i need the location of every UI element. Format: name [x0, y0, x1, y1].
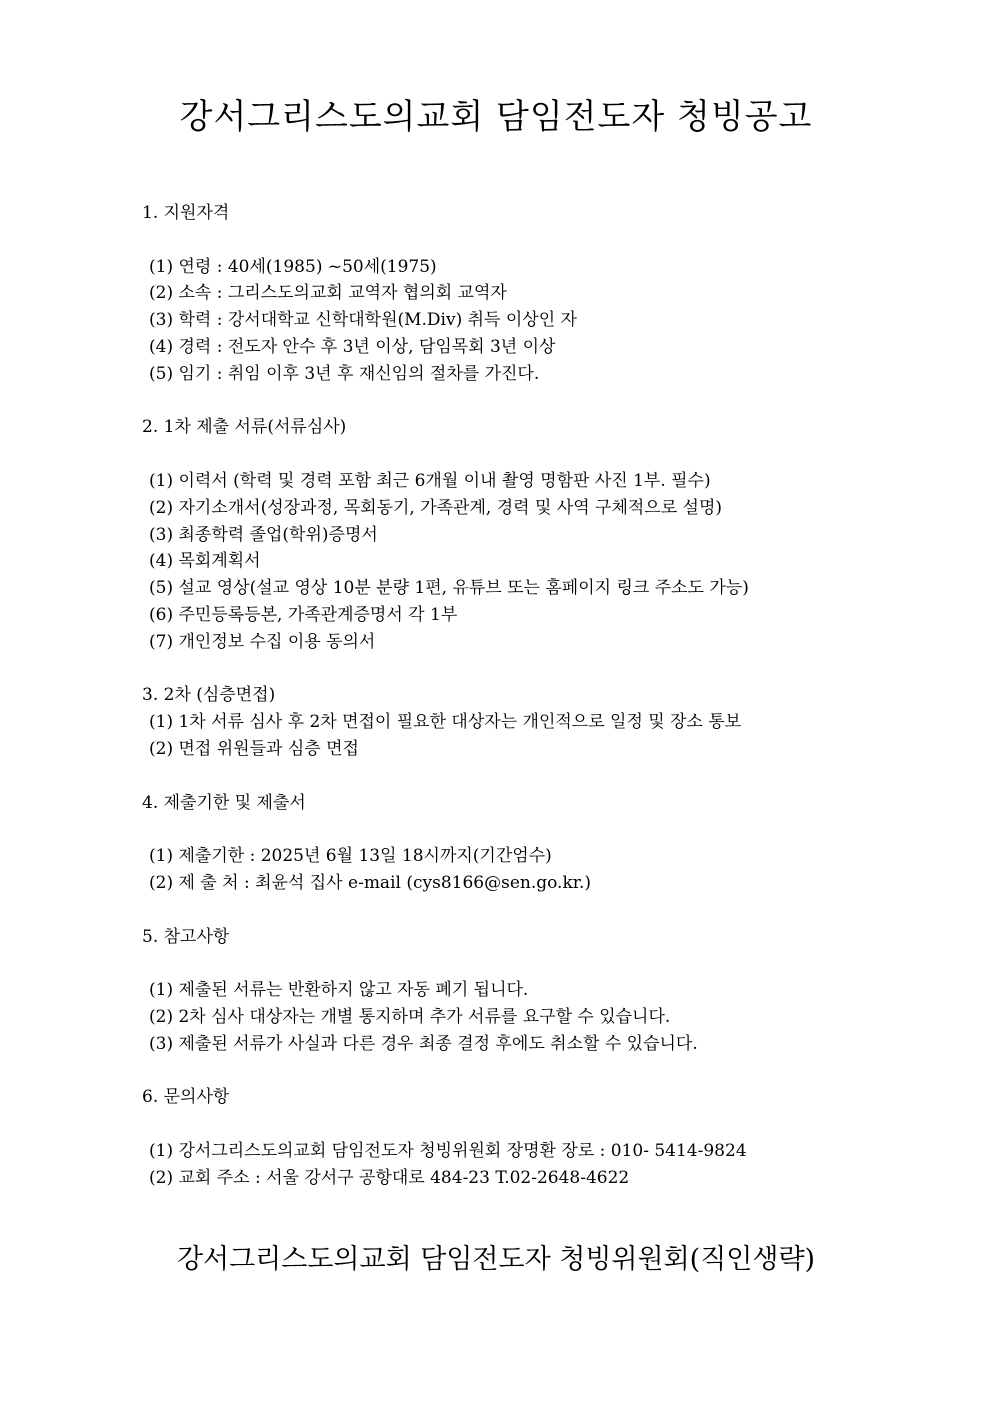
list-item: (1) 1차 서류 심사 후 2차 면접이 필요한 대상자는 개인적으로 일정 및 장소 통보	[149, 712, 742, 733]
spacer	[142, 1058, 932, 1085]
document-body	[142, 200, 932, 1191]
list-item: (1) 연령 : 40세(1985) ~50세(1975)	[149, 256, 437, 277]
list-item: (3) 학력 : 강서대학교 신학대학원(M.Div) 취득 이상인 자	[149, 310, 577, 331]
section-heading-documents: 2. 1차 제출 서류(서류심사)	[142, 417, 347, 438]
list-item: (1) 제출된 서류는 반환하지 않고 자동 폐기 됩니다.	[149, 980, 529, 1001]
list-item: (1) 이력서 (학력 및 경력 포함 최근 6개월 이내 촬영 명함판 사진 1부. 필수)	[149, 470, 711, 491]
section-heading-deadline: 4. 제출기한 및 제출서	[142, 792, 306, 813]
list-item: (6) 주민등록등본, 가족관계증명서 각 1부	[149, 604, 458, 625]
spacer	[142, 388, 932, 415]
section-heading-inquiries: 6. 문의사항	[142, 1087, 230, 1108]
spacer	[142, 656, 932, 683]
spacer	[142, 1111, 932, 1138]
list-item: (2) 2차 심사 대상자는 개별 통지하며 추가 서류를 요구할 수 있습니다.	[149, 1006, 671, 1027]
spacer	[142, 763, 932, 790]
list-item: (2) 자기소개서(성장과정, 목회동기, 가족관계, 경력 및 사역 구체적으로 설명)	[149, 497, 723, 518]
list-item: (1) 제출기한 : 2025년 6월 13일 18시까지(기간엄수)	[149, 846, 552, 867]
list-item: (2) 교회 주소 : 서울 강서구 공항대로 484-23 T.02-2648-4622	[149, 1167, 630, 1188]
list-item: (5) 설교 영상(설교 영상 10분 분량 1편, 유튜브 또는 홈페이지 링크 주소도 가능)	[149, 578, 749, 599]
document-footer-signature: 강서그리스도의교회 담임전도자 청빙위원회(직인생략)	[176, 1244, 816, 1275]
section-heading-qualifications: 1. 지원자격	[142, 203, 230, 223]
list-item: (1) 강서그리스도의교회 담임전도자 청빙위원회 장명환 장로 : 010- 5414-9824	[149, 1140, 747, 1161]
list-item: (7) 개인정보 수집 이용 동의서	[149, 631, 376, 652]
list-item: (2) 면접 위원들과 심층 면접	[149, 738, 359, 759]
section-heading-interview: 3. 2차 (심층면접)	[142, 685, 276, 706]
spacer	[142, 441, 932, 468]
list-item: (2) 제 출 처 : 최윤석 집사 e-mail (cys8166@sen.go.kr.)	[149, 872, 592, 893]
spacer	[142, 227, 932, 254]
spacer	[142, 897, 932, 924]
section-heading-notes: 5. 참고사항	[142, 926, 230, 947]
spacer	[142, 950, 932, 977]
list-item: (3) 제출된 서류가 사실과 다른 경우 최종 결정 후에도 취소할 수 있습니다.	[149, 1033, 698, 1054]
list-item: (2) 소속 : 그리스도의교회 교역자 협의회 교역자	[149, 283, 507, 304]
list-item: (4) 경력 : 전도자 안수 후 3년 이상, 담임목회 3년 이상	[149, 336, 556, 357]
list-item: (4) 목회계획서	[149, 551, 261, 572]
document-title: 강서그리스도의교회 담임전도자 청빙공고	[179, 97, 813, 137]
list-item: (3) 최종학력 졸업(학위)증명서	[149, 524, 378, 545]
list-item: (5) 임기 : 취임 이후 3년 후 재신임의 절차를 가진다.	[149, 363, 540, 384]
spacer	[142, 816, 932, 843]
